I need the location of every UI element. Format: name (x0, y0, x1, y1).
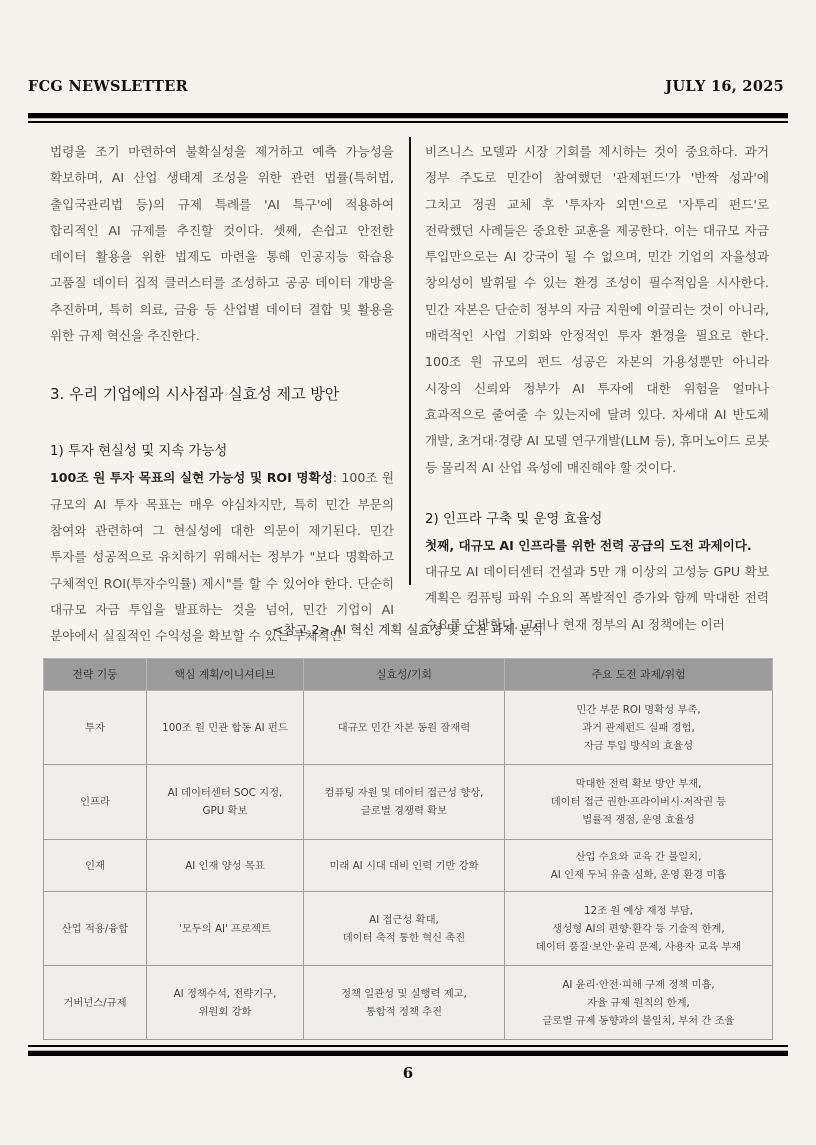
table-header-row (44, 659, 773, 691)
table-row (44, 892, 773, 966)
cell-challenges: 산업 수요와 교육 간 불일치, AI 인재 두뇌 유출 심화, 운영 환경 미흡 (505, 840, 773, 892)
continued-paragraph: 비즈니스 모델과 시장 기회를 제시하는 것이 중요하다. 과거 정부 주도로 민간이 참여했던 '관제펀드'가 '반짝 성과'에 그치고 정권 교체 후 '투자자 외면'으로 '자투리 펀드'로 전락했던 사례들은 중요한 교훈을 제공한다. 이는 대규모 자금 투입만으로는 AI 강국이 될 수 없으며, 민간 기업의 자율성과 창의성이 발휘될 수 있는 환경 조성이 필수적임을 시사한다. 민간 자본은 단순히 정부의 자금 지원에 이끌리는 것이 아니라, 매력적인 사업 기회와 안정적인 투자 환경을 필요로 한다. 100조 원 규모의 펀드 성공은 자본의 가용성뿐만 아니라 시장의 신뢰와 정부가 AI 투자에 대한 위험을 얼마나 효과적으로 줄여줄 수 있는지에 달려 있다. 차세대 AI 반도체 개발, 초거대·경량 AI 모델 연구개발(LLM 등), 휴머노이드 로봇 등 물리적 AI 산업 육성에 매진해야 할 것이다. (425, 144, 769, 475)
header-challenges: 주요 도전 과제/위험 (505, 659, 773, 691)
cell-pillar: 인재 (44, 840, 147, 892)
cell-opportunity: 컴퓨팅 자원 및 데이터 접근성 향상, 글로벌 경쟁력 확보 (304, 765, 505, 840)
cell-initiative: AI 데이터센터 SOC 지정, GPU 확보 (147, 765, 304, 840)
cell-opportunity: 미래 AI 시대 대비 인력 기반 강화 (304, 840, 505, 892)
investment-body: : 100조 원 규모의 AI 투자 목표는 매우 야심차지만, 특히 민간 부문의 참여와 관련하여 그 현실성에 대한 의문이 제기된다. 민간 투자를 성공적으로 유치하기 위해서는 정부가 "보다 명확하고 구체적인 ROI(투자수익률) 제시"를 할 수 있어야 한다. 단순히 대규모 자금 투입을 발표하는 것을 넘어, 민간 기업이 AI 분야에서 실질적인 수익성을 확보할 수 있는 구체적인 (50, 470, 394, 644)
left-column (50, 139, 394, 649)
cell-opportunity: 대규모 민간 자본 동원 잠재력 (304, 691, 505, 765)
header-pillar: 전략 기둥 (44, 659, 147, 691)
analysis-table (43, 658, 773, 1040)
header-rule-thin (28, 121, 788, 123)
table-row (44, 966, 773, 1040)
cell-initiative: AI 인재 양성 목표 (147, 840, 304, 892)
header-initiative: 핵심 계획/이니셔티브 (147, 659, 304, 691)
column-divider (409, 137, 411, 585)
table-row (44, 691, 773, 765)
cell-challenges: AI 윤리·안전·피해 구제 정책 미흡, 자율 규제 원칙의 한계, 글로벌 규제 동향과의 불일치, 부처 간 조율 (505, 966, 773, 1040)
publication-title: FCG NEWSLETTER (28, 78, 188, 95)
intro-paragraph: 법령을 조기 마련하여 불확실성을 제거하고 예측 가능성을 확보하며, AI 산업 생태계 조성을 위한 관련 법률(특허법, 출입국관리법 등)의 규제 특례를 'AI 특구'에 적용하여 합리적인 AI 규제를 추진할 것이다. 셋째, 손쉽고 안전한 데이터 활용을 위한 법제도 마련을 통해 인공지능 학습용 고품질 데이터 집적 클러스터를 조성하고 공공 데이터 개방을 추진하며, 특히 의료, 금융 등 산업별 데이터 결합 및 활용을 위한 규제 혁신을 추진한다. (50, 144, 394, 344)
cell-challenges: 민간 부문 ROI 명확성 부족, 과거 관제펀드 실패 경험, 자금 투입 방식의 효율성 (505, 691, 773, 765)
page-number: 6 (402, 1064, 414, 1082)
cell-pillar: 인프라 (44, 765, 147, 840)
cell-initiative: '모두의 AI' 프로젝트 (147, 892, 304, 966)
footer-rule-thick (28, 1051, 788, 1056)
infrastructure-body: 대규모 AI 데이터센터 건설과 5만 개 이상의 고성능 GPU 확보 계획은 컴퓨팅 파워 수요의 폭발적인 증가와 함께 막대한 전력 수요를 수반한다. 그러나 현재 정부의 AI 정책에는 이러 (425, 564, 769, 632)
subsection-heading-investment: 1) 투자 현실성 및 지속 가능성 (50, 444, 228, 460)
subsection-heading-infrastructure: 2) 인프라 구축 및 운영 효율성 (425, 511, 603, 527)
header-opportunity: 실효성/기회 (304, 659, 505, 691)
right-column (425, 139, 769, 638)
cell-challenges: 막대한 전력 확보 방안 부재, 데이터 접근 권한·프라이버시·저작권 등 법률적 쟁점, 운영 효율성 (505, 765, 773, 840)
infrastructure-lead: 첫째, 대규모 AI 인프라를 위한 전력 공급의 도전 과제이다. (425, 537, 752, 553)
cell-initiative: 100조 원 민관 합동 AI 펀드 (147, 691, 304, 765)
cell-opportunity: AI 접근성 확대, 데이터 축적 통한 혁신 촉진 (304, 892, 505, 966)
cell-initiative: AI 정책수석, 전략기구, 위원회 강화 (147, 966, 304, 1040)
cell-pillar: 투자 (44, 691, 147, 765)
cell-pillar: 산업 적용/융합 (44, 892, 147, 966)
header-rule-shadow (28, 118, 788, 119)
masthead (28, 78, 784, 95)
investment-lead: 100조 원 투자 목표의 실현 가능성 및 ROI 명확성 (50, 470, 333, 486)
cell-challenges: 12조 원 예상 재정 부담, 생성형 AI의 편향·환각 등 기술적 한계, 데이터 품질·보안·윤리 문제, 사용자 교육 부재 (505, 892, 773, 966)
cell-pillar: 거버넌스/규제 (44, 966, 147, 1040)
table-caption: <참고 2> AI 혁신 계획 실효성 및 도전 과제 분석 (272, 622, 544, 637)
table-row (44, 765, 773, 840)
issue-date: JULY 16, 2025 (665, 78, 784, 95)
section-heading: 3. 우리 기업에의 시사점과 실효성 제고 방안 (50, 385, 340, 404)
footer-rule-thin (28, 1045, 788, 1047)
cell-opportunity: 정책 일관성 및 실행력 제고, 통합적 정책 추진 (304, 966, 505, 1040)
table-row (44, 840, 773, 892)
